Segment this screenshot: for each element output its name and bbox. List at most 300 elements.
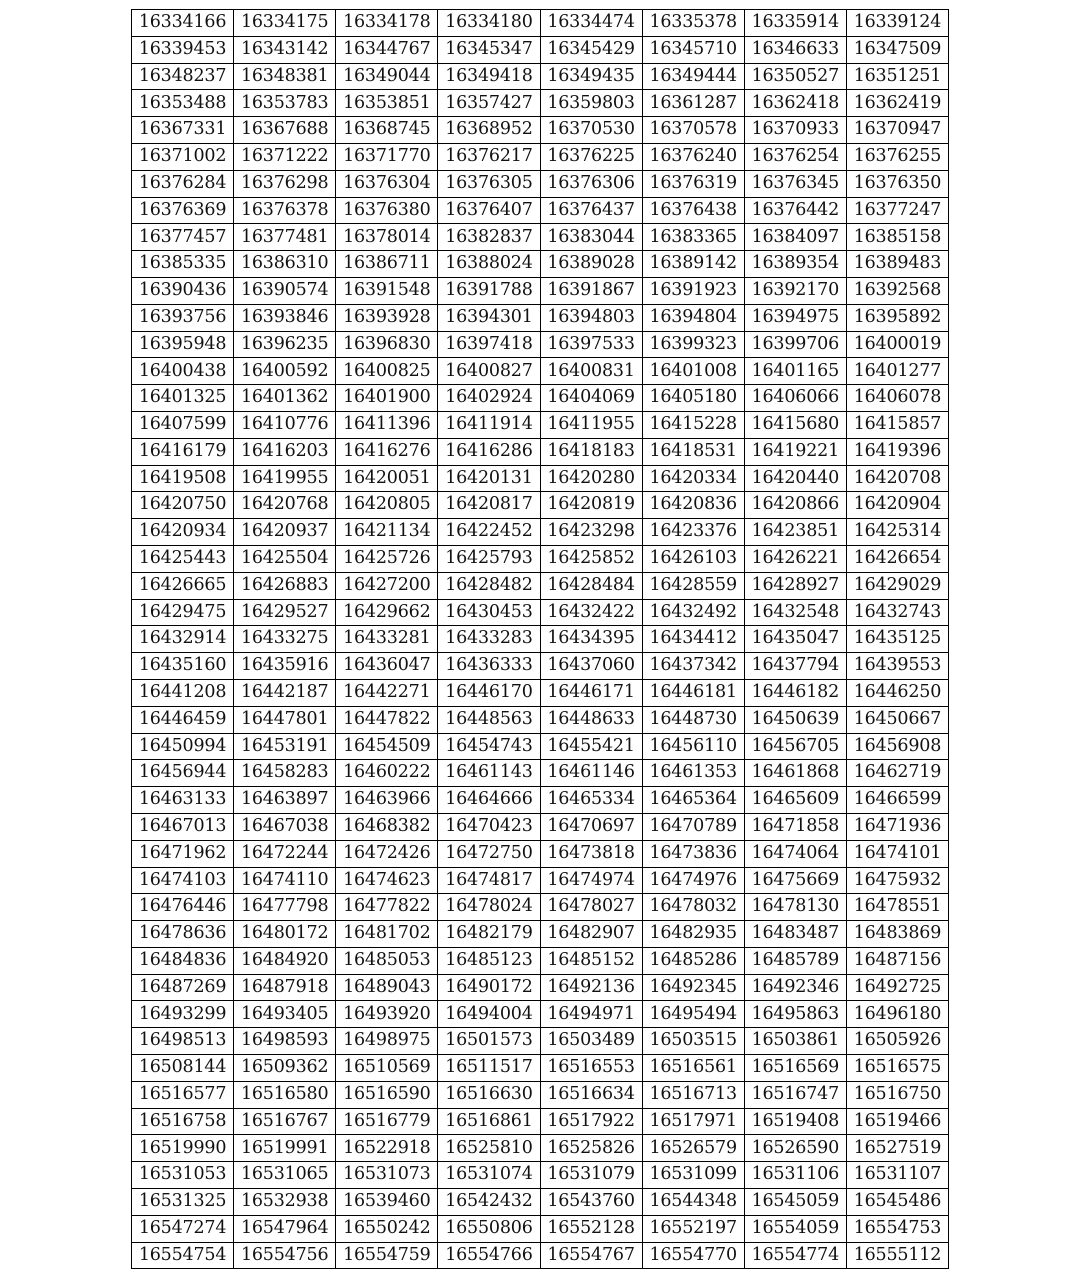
- table-cell: 16442187: [234, 679, 336, 706]
- table-cell: 16390436: [132, 277, 234, 304]
- table-cell: 16405180: [642, 385, 744, 412]
- table-cell: 16531065: [234, 1162, 336, 1189]
- table-cell: 16492725: [846, 974, 948, 1001]
- table-row: [132, 197, 949, 224]
- table-cell: 16362418: [744, 90, 846, 117]
- table-row: [132, 545, 949, 572]
- table-cell: 16460222: [336, 760, 438, 787]
- table-cell: 16425443: [132, 545, 234, 572]
- table-cell: 16490172: [438, 974, 540, 1001]
- table-cell: 16545059: [744, 1189, 846, 1216]
- table-cell: 16516861: [438, 1108, 540, 1135]
- table-cell: 16425793: [438, 545, 540, 572]
- table-cell: 16370947: [846, 117, 948, 144]
- table-cell: 16510569: [336, 1055, 438, 1082]
- table-cell: 16448633: [540, 706, 642, 733]
- table-cell: 16400438: [132, 358, 234, 385]
- table-cell: 16385335: [132, 251, 234, 278]
- table-cell: 16437794: [744, 653, 846, 680]
- table-cell: 16545486: [846, 1189, 948, 1216]
- table-cell: 16516767: [234, 1108, 336, 1135]
- table-cell: 16446181: [642, 679, 744, 706]
- table-cell: 16376255: [846, 143, 948, 170]
- table-cell: 16516713: [642, 1081, 744, 1108]
- table-cell: 16383365: [642, 224, 744, 251]
- table-row: [132, 1189, 949, 1216]
- table-row: [132, 117, 949, 144]
- table-cell: 16483869: [846, 921, 948, 948]
- table-cell: 16386310: [234, 251, 336, 278]
- table-cell: 16346633: [744, 36, 846, 63]
- table-cell: 16345347: [438, 36, 540, 63]
- table-cell: 16376380: [336, 197, 438, 224]
- table-cell: 16474976: [642, 867, 744, 894]
- table-cell: 16531073: [336, 1162, 438, 1189]
- table-cell: 16550806: [438, 1215, 540, 1242]
- table-cell: 16389142: [642, 251, 744, 278]
- table-cell: 16415680: [744, 411, 846, 438]
- table-cell: 16550242: [336, 1215, 438, 1242]
- table-cell: 16485123: [438, 947, 540, 974]
- table-cell: 16389483: [846, 251, 948, 278]
- table-cell: 16481702: [336, 921, 438, 948]
- table-cell: 16396235: [234, 331, 336, 358]
- table-cell: 16435047: [744, 626, 846, 653]
- table-cell: 16349444: [642, 63, 744, 90]
- table-cell: 16554766: [438, 1242, 540, 1269]
- table-row: [132, 90, 949, 117]
- table-cell: 16376284: [132, 170, 234, 197]
- table-cell: 16395948: [132, 331, 234, 358]
- table-cell: 16391548: [336, 277, 438, 304]
- table-cell: 16487156: [846, 947, 948, 974]
- table-cell: 16539460: [336, 1189, 438, 1216]
- table-row: [132, 1215, 949, 1242]
- table-cell: 16388024: [438, 251, 540, 278]
- table-cell: 16494971: [540, 1001, 642, 1028]
- table-cell: 16389028: [540, 251, 642, 278]
- table-cell: 16420750: [132, 492, 234, 519]
- table-cell: 16478551: [846, 894, 948, 921]
- table-cell: 16339124: [846, 10, 948, 37]
- table-cell: 16503489: [540, 1028, 642, 1055]
- table-cell: 16429527: [234, 599, 336, 626]
- table-cell: 16394301: [438, 304, 540, 331]
- table-cell: 16420334: [642, 465, 744, 492]
- table-cell: 16376240: [642, 143, 744, 170]
- table-row: [132, 385, 949, 412]
- table-cell: 16493405: [234, 1001, 336, 1028]
- table-cell: 16415228: [642, 411, 744, 438]
- table-cell: 16475932: [846, 867, 948, 894]
- table-cell: 16463966: [336, 787, 438, 814]
- table-cell: 16411396: [336, 411, 438, 438]
- table-row: [132, 1162, 949, 1189]
- table-cell: 16531107: [846, 1162, 948, 1189]
- table-cell: 16436047: [336, 653, 438, 680]
- table-cell: 16516750: [846, 1081, 948, 1108]
- table-cell: 16420934: [132, 519, 234, 546]
- table-cell: 16446250: [846, 679, 948, 706]
- table-cell: 16429662: [336, 599, 438, 626]
- table-cell: 16435160: [132, 653, 234, 680]
- table-cell: 16516575: [846, 1055, 948, 1082]
- table-cell: 16456908: [846, 733, 948, 760]
- table-cell: 16376407: [438, 197, 540, 224]
- table-cell: 16503515: [642, 1028, 744, 1055]
- table-cell: 16376298: [234, 170, 336, 197]
- table-cell: 16554759: [336, 1242, 438, 1269]
- table-cell: 16401362: [234, 385, 336, 412]
- table-cell: 16392170: [744, 277, 846, 304]
- table-cell: 16447822: [336, 706, 438, 733]
- table-cell: 16470789: [642, 813, 744, 840]
- table-cell: 16456110: [642, 733, 744, 760]
- table-cell: 16376304: [336, 170, 438, 197]
- table-cell: 16423376: [642, 519, 744, 546]
- table-cell: 16395892: [846, 304, 948, 331]
- table-cell: 16463897: [234, 787, 336, 814]
- table-cell: 16480172: [234, 921, 336, 948]
- table-cell: 16519991: [234, 1135, 336, 1162]
- table-cell: 16401900: [336, 385, 438, 412]
- table-cell: 16554753: [846, 1215, 948, 1242]
- table-cell: 16401277: [846, 358, 948, 385]
- table-cell: 16367688: [234, 117, 336, 144]
- table-cell: 16503861: [744, 1028, 846, 1055]
- table-cell: 16420805: [336, 492, 438, 519]
- table-cell: 16345710: [642, 36, 744, 63]
- table-cell: 16477798: [234, 894, 336, 921]
- table-cell: 16450667: [846, 706, 948, 733]
- table-cell: 16478024: [438, 894, 540, 921]
- table-cell: 16376345: [744, 170, 846, 197]
- table-cell: 16471858: [744, 813, 846, 840]
- table-row: [132, 10, 949, 37]
- table-cell: 16429029: [846, 572, 948, 599]
- table-cell: 16353783: [234, 90, 336, 117]
- table-cell: 16474103: [132, 867, 234, 894]
- table-cell: 16406066: [744, 385, 846, 412]
- table-cell: 16420819: [540, 492, 642, 519]
- table-cell: 16433275: [234, 626, 336, 653]
- table-cell: 16425852: [540, 545, 642, 572]
- table-cell: 16400019: [846, 331, 948, 358]
- table-cell: 16349418: [438, 63, 540, 90]
- table-cell: 16420440: [744, 465, 846, 492]
- table-cell: 16482935: [642, 921, 744, 948]
- table-cell: 16419508: [132, 465, 234, 492]
- table-row: [132, 1001, 949, 1028]
- table-row: [132, 921, 949, 948]
- table-cell: 16517971: [642, 1108, 744, 1135]
- table-cell: 16406078: [846, 385, 948, 412]
- table-cell: 16391923: [642, 277, 744, 304]
- table-row: [132, 1028, 949, 1055]
- table-cell: 16477822: [336, 894, 438, 921]
- table-cell: 16376319: [642, 170, 744, 197]
- table-row: [132, 867, 949, 894]
- table-cell: 16471962: [132, 840, 234, 867]
- table-cell: 16428482: [438, 572, 540, 599]
- table-cell: 16446182: [744, 679, 846, 706]
- table-cell: 16399323: [642, 331, 744, 358]
- table-cell: 16390574: [234, 277, 336, 304]
- table-cell: 16478027: [540, 894, 642, 921]
- table-cell: 16482179: [438, 921, 540, 948]
- table-cell: 16454509: [336, 733, 438, 760]
- table-cell: 16432743: [846, 599, 948, 626]
- table-cell: 16426221: [744, 545, 846, 572]
- table-cell: 16425726: [336, 545, 438, 572]
- table-row: [132, 840, 949, 867]
- table-cell: 16487269: [132, 974, 234, 1001]
- table-cell: 16432492: [642, 599, 744, 626]
- table-cell: 16353851: [336, 90, 438, 117]
- table-cell: 16446171: [540, 679, 642, 706]
- table-cell: 16400825: [336, 358, 438, 385]
- table-cell: 16437060: [540, 653, 642, 680]
- table-cell: 16394804: [642, 304, 744, 331]
- table-cell: 16378014: [336, 224, 438, 251]
- table-cell: 16478032: [642, 894, 744, 921]
- table-cell: 16516634: [540, 1081, 642, 1108]
- table-cell: 16423298: [540, 519, 642, 546]
- table-cell: 16492136: [540, 974, 642, 1001]
- table-cell: 16362419: [846, 90, 948, 117]
- table-cell: 16376305: [438, 170, 540, 197]
- table-cell: 16411955: [540, 411, 642, 438]
- table-cell: 16348381: [234, 63, 336, 90]
- table-cell: 16554756: [234, 1242, 336, 1269]
- table-cell: 16349435: [540, 63, 642, 90]
- table-cell: 16420836: [642, 492, 744, 519]
- table-cell: 16485053: [336, 947, 438, 974]
- table-cell: 16467013: [132, 813, 234, 840]
- table-cell: 16526590: [744, 1135, 846, 1162]
- table-cell: 16493920: [336, 1001, 438, 1028]
- table-cell: 16466599: [846, 787, 948, 814]
- table-cell: 16532938: [234, 1189, 336, 1216]
- table-cell: 16485152: [540, 947, 642, 974]
- table-cell: 16472244: [234, 840, 336, 867]
- table-cell: 16371770: [336, 143, 438, 170]
- table-cell: 16376438: [642, 197, 744, 224]
- table-cell: 16448563: [438, 706, 540, 733]
- table-cell: 16411914: [438, 411, 540, 438]
- table-cell: 16492346: [744, 974, 846, 1001]
- table-row: [132, 679, 949, 706]
- table-cell: 16547274: [132, 1215, 234, 1242]
- table-cell: 16492345: [642, 974, 744, 1001]
- table-cell: 16474817: [438, 867, 540, 894]
- table-cell: 16522918: [336, 1135, 438, 1162]
- table-cell: 16450639: [744, 706, 846, 733]
- table-cell: 16402924: [438, 385, 540, 412]
- table-cell: 16554767: [540, 1242, 642, 1269]
- table-cell: 16458283: [234, 760, 336, 787]
- table-cell: 16382837: [438, 224, 540, 251]
- table-cell: 16544348: [642, 1189, 744, 1216]
- table-cell: 16478636: [132, 921, 234, 948]
- table-cell: 16516590: [336, 1081, 438, 1108]
- table-cell: 16376350: [846, 170, 948, 197]
- table-cell: 16400592: [234, 358, 336, 385]
- table-cell: 16498593: [234, 1028, 336, 1055]
- table-cell: 16433283: [438, 626, 540, 653]
- table-cell: 16392568: [846, 277, 948, 304]
- table-row: [132, 251, 949, 278]
- table-cell: 16465334: [540, 787, 642, 814]
- table-cell: 16531106: [744, 1162, 846, 1189]
- table-cell: 16531099: [642, 1162, 744, 1189]
- table-cell: 16463133: [132, 787, 234, 814]
- table-cell: 16420904: [846, 492, 948, 519]
- table-cell: 16420131: [438, 465, 540, 492]
- table-row: [132, 143, 949, 170]
- table-cell: 16377457: [132, 224, 234, 251]
- table-cell: 16511517: [438, 1055, 540, 1082]
- table-cell: 16484836: [132, 947, 234, 974]
- table-cell: 16450994: [132, 733, 234, 760]
- table-cell: 16377481: [234, 224, 336, 251]
- table-cell: 16404069: [540, 385, 642, 412]
- table-cell: 16552197: [642, 1215, 744, 1242]
- table-cell: 16397533: [540, 331, 642, 358]
- table-cell: 16339453: [132, 36, 234, 63]
- table-cell: 16473818: [540, 840, 642, 867]
- table-cell: 16473836: [642, 840, 744, 867]
- table-cell: 16426654: [846, 545, 948, 572]
- table-cell: 16526579: [642, 1135, 744, 1162]
- table-row: [132, 787, 949, 814]
- table-cell: 16483487: [744, 921, 846, 948]
- table-cell: 16376225: [540, 143, 642, 170]
- table-cell: 16516553: [540, 1055, 642, 1082]
- table-cell: 16498513: [132, 1028, 234, 1055]
- table-cell: 16391867: [540, 277, 642, 304]
- table-cell: 16349044: [336, 63, 438, 90]
- table-cell: 16391788: [438, 277, 540, 304]
- table-row: [132, 36, 949, 63]
- table-cell: 16555112: [846, 1242, 948, 1269]
- table-row: [132, 1242, 949, 1269]
- table-cell: 16531053: [132, 1162, 234, 1189]
- table-cell: 16435125: [846, 626, 948, 653]
- table-cell: 16461868: [744, 760, 846, 787]
- table-cell: 16505926: [846, 1028, 948, 1055]
- table-cell: 16482907: [540, 921, 642, 948]
- table-cell: 16368745: [336, 117, 438, 144]
- table-cell: 16420817: [438, 492, 540, 519]
- table-cell: 16420866: [744, 492, 846, 519]
- table-row: [132, 465, 949, 492]
- table-cell: 16410776: [234, 411, 336, 438]
- table-cell: 16393928: [336, 304, 438, 331]
- table-cell: 16531074: [438, 1162, 540, 1189]
- table-cell: 16371222: [234, 143, 336, 170]
- table-cell: 16376369: [132, 197, 234, 224]
- table-row: [132, 63, 949, 90]
- table-cell: 16334178: [336, 10, 438, 37]
- table-cell: 16432548: [744, 599, 846, 626]
- table-cell: 16344767: [336, 36, 438, 63]
- table-row: [132, 653, 949, 680]
- table-row: [132, 894, 949, 921]
- table-cell: 16434412: [642, 626, 744, 653]
- table-cell: 16421134: [336, 519, 438, 546]
- table-cell: 16437342: [642, 653, 744, 680]
- table-cell: 16493299: [132, 1001, 234, 1028]
- table-cell: 16495863: [744, 1001, 846, 1028]
- table-cell: 16394975: [744, 304, 846, 331]
- table-cell: 16435916: [234, 653, 336, 680]
- table-cell: 16531325: [132, 1189, 234, 1216]
- table-cell: 16464666: [438, 787, 540, 814]
- table-cell: 16415857: [846, 411, 948, 438]
- table-cell: 16470423: [438, 813, 540, 840]
- table-cell: 16400827: [438, 358, 540, 385]
- table-cell: 16370578: [642, 117, 744, 144]
- table-cell: 16543760: [540, 1189, 642, 1216]
- table-cell: 16418183: [540, 438, 642, 465]
- table-cell: 16427200: [336, 572, 438, 599]
- table-cell: 16485789: [744, 947, 846, 974]
- table-row: [132, 599, 949, 626]
- table-row: [132, 706, 949, 733]
- table-cell: 16498975: [336, 1028, 438, 1055]
- table-cell: 16475669: [744, 867, 846, 894]
- table-cell: 16376306: [540, 170, 642, 197]
- table-cell: 16516577: [132, 1081, 234, 1108]
- table-cell: 16453191: [234, 733, 336, 760]
- table-cell: 16455421: [540, 733, 642, 760]
- table-cell: 16425504: [234, 545, 336, 572]
- table-row: [132, 572, 949, 599]
- table-cell: 16432914: [132, 626, 234, 653]
- table-cell: 16345429: [540, 36, 642, 63]
- table-cell: 16418531: [642, 438, 744, 465]
- table-cell: 16335378: [642, 10, 744, 37]
- table-cell: 16454743: [438, 733, 540, 760]
- table-cell: 16416203: [234, 438, 336, 465]
- table-cell: 16552128: [540, 1215, 642, 1242]
- table-cell: 16428927: [744, 572, 846, 599]
- table-cell: 16517922: [540, 1108, 642, 1135]
- table-cell: 16508144: [132, 1055, 234, 1082]
- table-cell: 16348237: [132, 63, 234, 90]
- table-cell: 16456705: [744, 733, 846, 760]
- table-cell: 16386711: [336, 251, 438, 278]
- table-row: [132, 626, 949, 653]
- table-cell: 16489043: [336, 974, 438, 1001]
- table-cell: 16419221: [744, 438, 846, 465]
- table-row: [132, 813, 949, 840]
- table-cell: 16554059: [744, 1215, 846, 1242]
- table-cell: 16420280: [540, 465, 642, 492]
- table-cell: 16400831: [540, 358, 642, 385]
- table-cell: 16474064: [744, 840, 846, 867]
- table-cell: 16368952: [438, 117, 540, 144]
- table-cell: 16467038: [234, 813, 336, 840]
- table-cell: 16420768: [234, 492, 336, 519]
- table-cell: 16554770: [642, 1242, 744, 1269]
- table-cell: 16351251: [846, 63, 948, 90]
- table-row: [132, 1135, 949, 1162]
- table-cell: 16394803: [540, 304, 642, 331]
- table-cell: 16419955: [234, 465, 336, 492]
- table-cell: 16376378: [234, 197, 336, 224]
